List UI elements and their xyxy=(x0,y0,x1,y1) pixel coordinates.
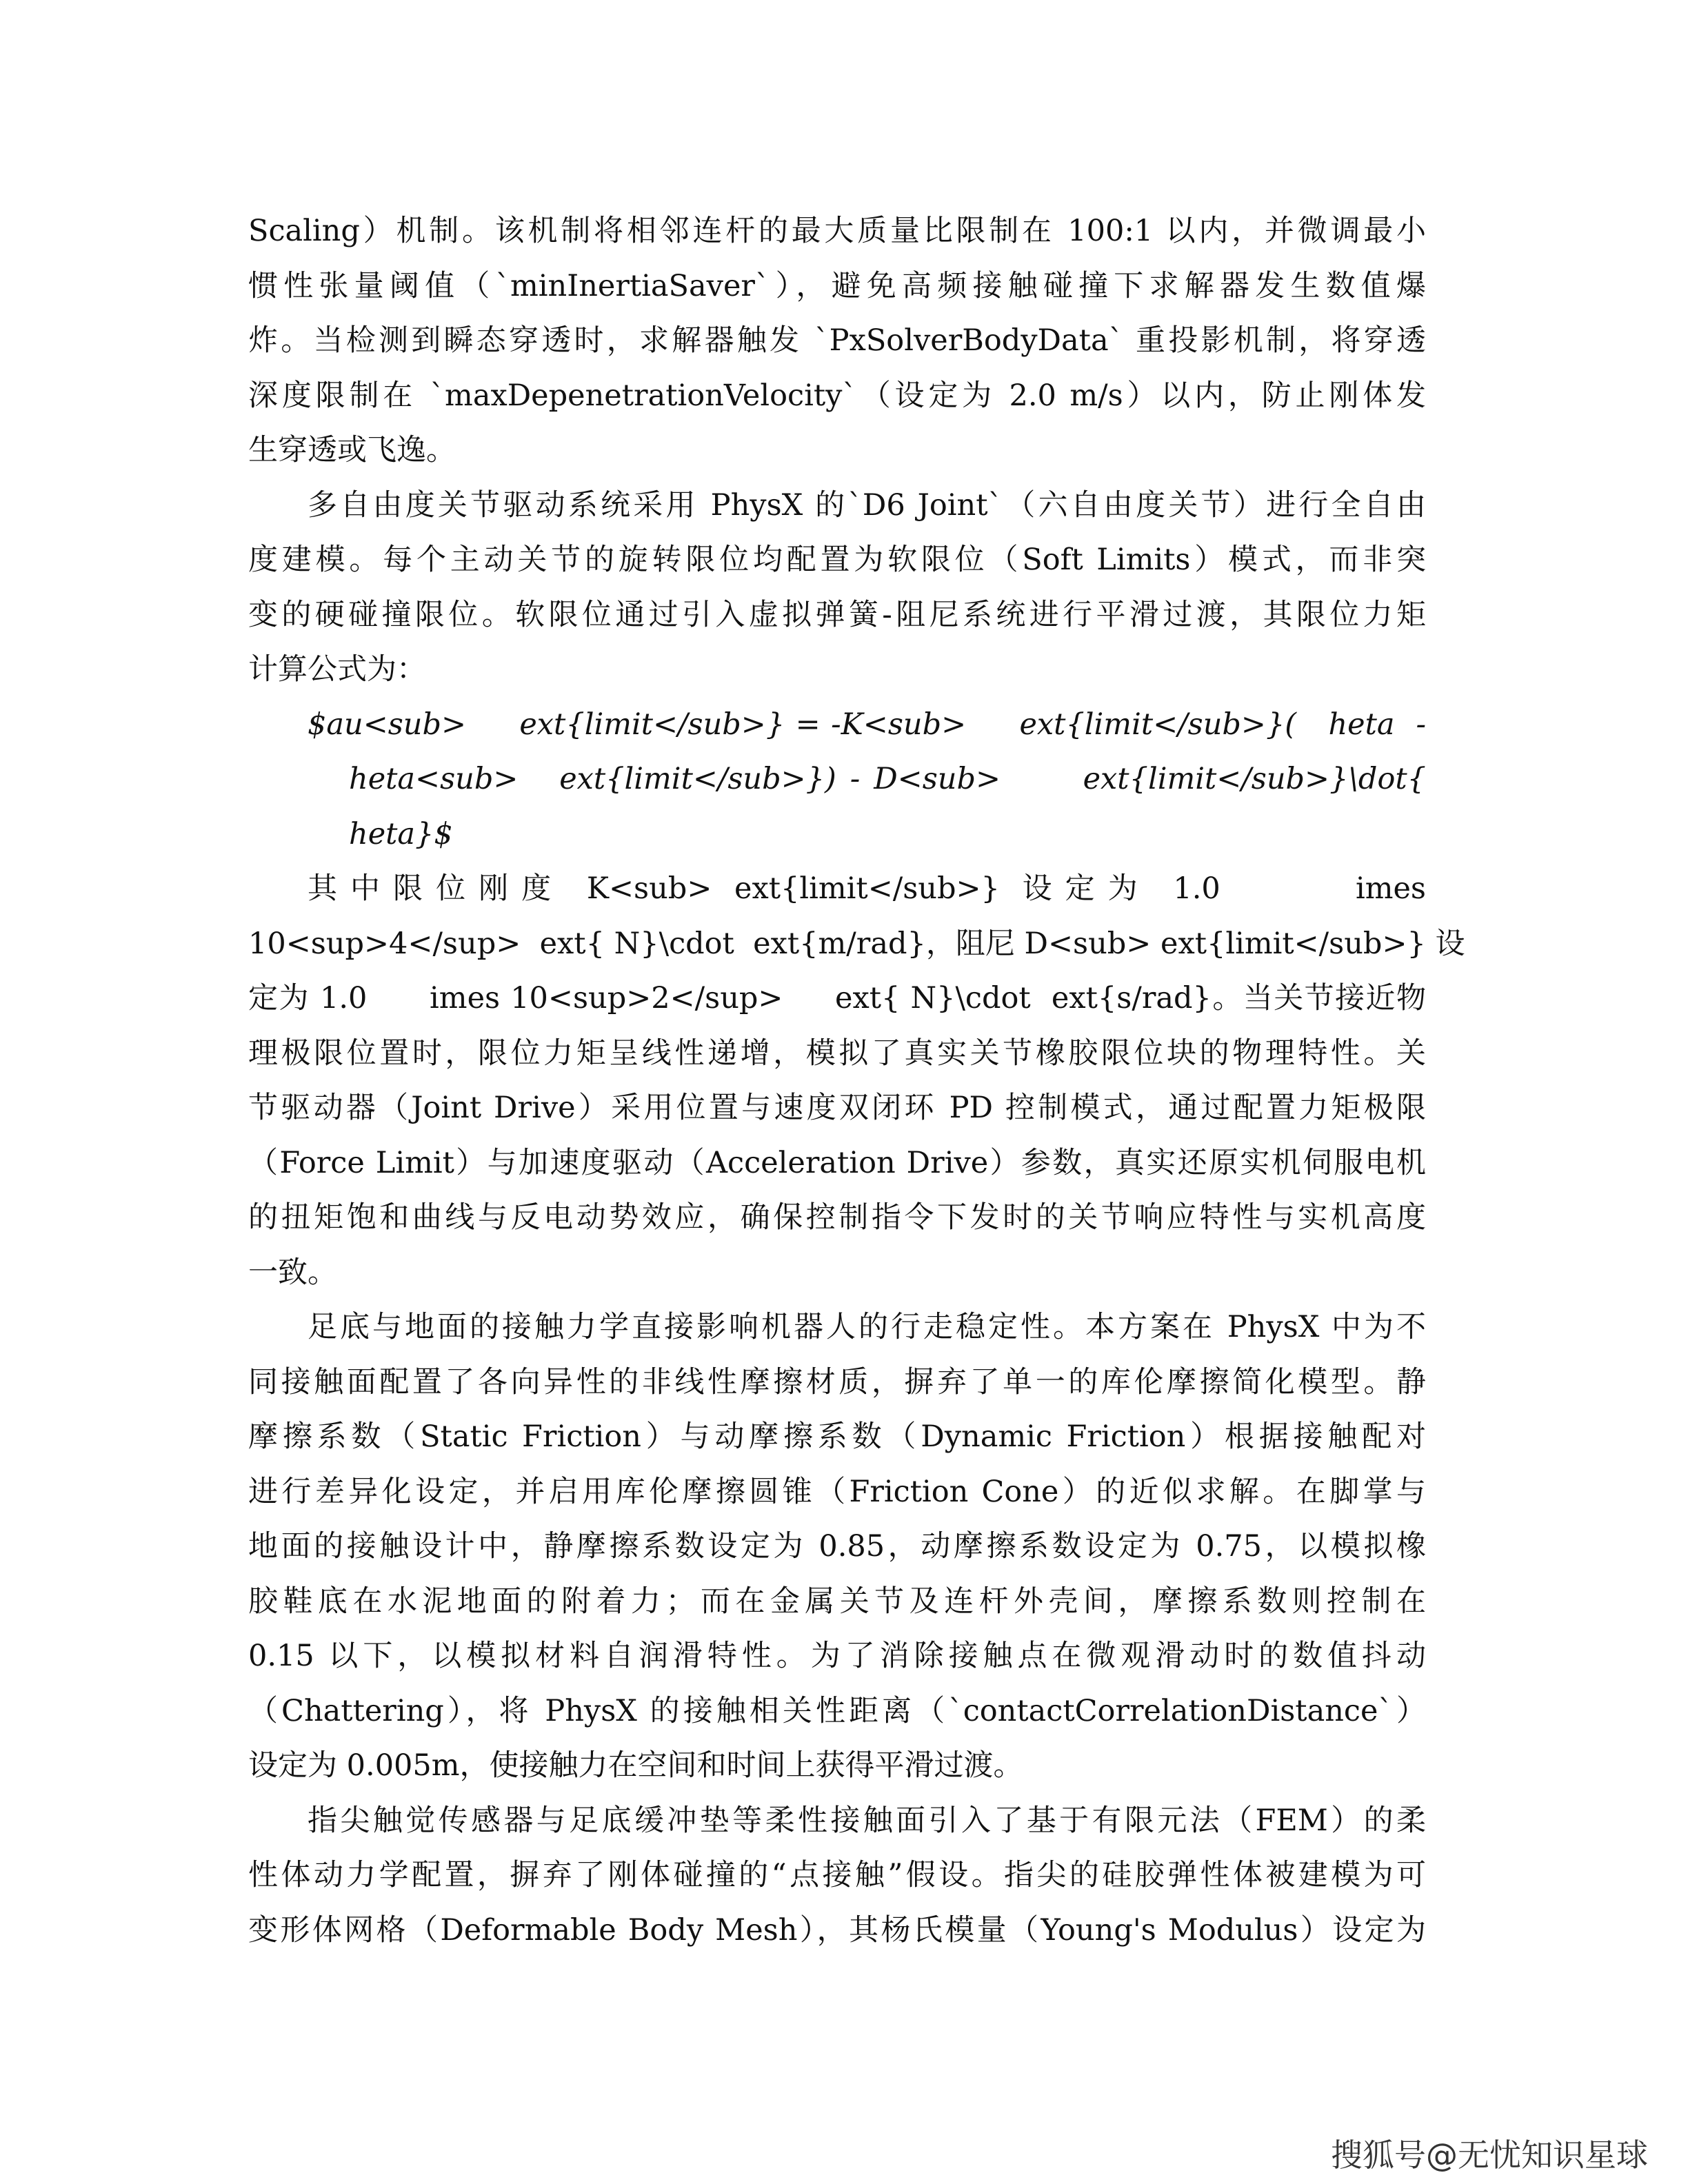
text-line: 的扭矩饱和曲线与反电动势效应，确保控制指令下发时的关节响应特性与实机高度 xyxy=(248,1200,1426,1235)
text-line: （Force Limit）与加速度驱动（Acceleration Drive）参数，真实还原实机伺服电机 xyxy=(248,1145,1426,1180)
paragraph-first-line: 足底与地面的接触力学直接影响机器人的行走稳定性。本方案在 PhysX 中为不 xyxy=(308,1310,1426,1344)
formula-line: heta<sub> ext{limit</sub>}) - D<sub> ext{limit</sub>}\dot{ xyxy=(349,762,1426,796)
text-line: 理极限位置时，限位力矩呈线性递增，模拟了真实关节橡胶限位块的物理特性。关 xyxy=(248,1035,1426,1071)
text-line: 深度限制在 `maxDepenetrationVelocity`（设定为 2.0 m/s）以内，防止刚体发 xyxy=(248,378,1426,413)
text-line: 同接触面配置了各向异性的非线性摩擦材质，摒弃了单一的库伦摩擦简化模型。静 xyxy=(248,1364,1426,1399)
text-line: 度建模。每个主动关节的旋转限位均配置为软限位（Soft Limits）模式，而非突 xyxy=(248,543,1426,577)
text-line: 生穿透或飞逸。 xyxy=(248,433,456,467)
text-line: 惯性张量阈值（`minInertiaSaver`），避免高频接触碰撞下求解器发生数值爆 xyxy=(248,268,1426,303)
text-line: 设定为 0.005m，使接触力在空间和时间上获得平滑过渡。 xyxy=(248,1748,1023,1783)
paragraph-first-line: 指尖触觉传感器与足底缓冲垫等柔性接触面引入了基于有限元法（FEM）的柔 xyxy=(308,1803,1426,1838)
formula-line: heta}$ xyxy=(349,816,453,851)
text-line: 地面的接触设计中，静摩擦系数设定为 0.85，动摩擦系数设定为 0.75，以模拟橡 xyxy=(248,1529,1426,1564)
text-line: 计算公式为： xyxy=(248,652,426,687)
text-line: 进行差异化设定，并启用库伦摩擦圆锥（Friction Cone）的近似求解。在脚掌与 xyxy=(248,1474,1426,1509)
text-line: 节驱动器（Joint Drive）采用位置与速度双闭环 PD 控制模式，通过配置力矩极限 xyxy=(248,1091,1426,1125)
text-line: 一致。 xyxy=(248,1255,337,1290)
formula-line: $au<sub> ext{limit</sub>} = -K<sub> ext{limit</sub>}( heta - xyxy=(308,707,1426,742)
text-line: （Chattering），将 PhysX 的接触相关性距离（`contactCorrelationDistance`） xyxy=(248,1693,1426,1728)
text-line: 摩擦系数（Static Friction）与动摩擦系数（Dynamic Friction）根据接触配对 xyxy=(248,1419,1426,1454)
text-line: 10<sup>4</sup> ext{ N}\cdot ext{m/rad}，阻尼 D<sub> ext{limit</sub>} 设 xyxy=(248,926,1465,961)
text-line: 胶鞋底在水泥地面的附着力；而在金属关节及连杆外壳间，摩擦系数则控制在 xyxy=(248,1584,1426,1619)
text-line: 性体动力学配置，摒弃了刚体碰撞的“点接触”假设。指尖的硅胶弹性体被建模为可 xyxy=(248,1858,1426,1892)
watermark-text: 搜狐号@无忧知识星球 xyxy=(1331,2136,1648,2174)
paragraph-first-line: 多自由度关节驱动系统采用 PhysX 的`D6 Joint`（六自由度关节）进行全自由 xyxy=(308,487,1426,523)
text-line: 变形体网格（Deformable Body Mesh），其杨氏模量（Young's Modulus）设定为 xyxy=(248,1912,1426,1948)
paragraph-first-line: 其中限位刚度 K<sub> ext{limit</sub>} 设定为 1.0 imes xyxy=(308,871,1426,906)
text-line: 变的硬碰撞限位。软限位通过引入虚拟弹簧-阻尼系统进行平滑过渡，其限位力矩 xyxy=(248,597,1426,632)
text-line: Scaling）机制。该机制将相邻连杆的最大质量比限制在 100:1 以内，并微调最小 xyxy=(248,214,1426,248)
document-body xyxy=(248,204,1465,1958)
text-line: 炸。当检测到瞬态穿透时，求解器触发 `PxSolverBodyData` 重投影机制，将穿透 xyxy=(248,323,1426,358)
text-line: 定为 1.0 imes 10<sup>2</sup> ext{ N}\cdot ext{s/rad}。当关节接近物 xyxy=(248,981,1426,1015)
text-line: 0.15 以下，以模拟材料自润滑特性。为了消除接触点在微观滑动时的数值抖动 xyxy=(248,1639,1426,1673)
